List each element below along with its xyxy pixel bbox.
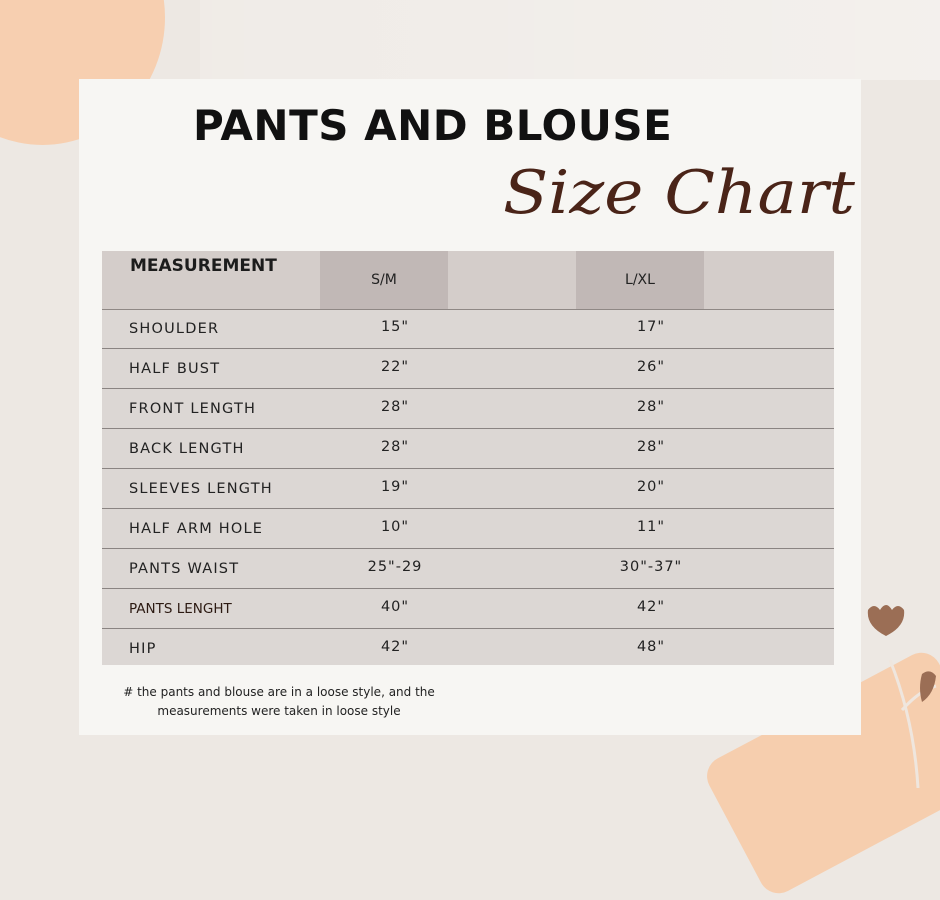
row-value-lxl: 42" <box>636 599 666 615</box>
table-row <box>102 389 834 429</box>
row-value-sm: 40" <box>380 599 410 615</box>
size-chart-card <box>79 79 861 735</box>
row-label: SLEEVES LENGTH <box>129 481 273 497</box>
row-value-sm: 28" <box>380 399 410 415</box>
row-value-sm: 19" <box>380 479 410 495</box>
row-label: FRONT LENGTH <box>129 401 257 417</box>
page-title: PANTS AND BLOUSE <box>193 101 673 150</box>
size-chart-script-heading <box>499 151 861 251</box>
row-value-lxl: 28" <box>636 399 666 415</box>
row-value-lxl: 20" <box>636 479 666 495</box>
footnote <box>109 683 449 721</box>
header-size-lxl: L/XL <box>625 272 655 288</box>
table-row <box>102 629 834 669</box>
row-label: PANTS LENGHT <box>129 601 232 617</box>
row-value-lxl: 28" <box>636 439 666 455</box>
row-label: HALF ARM HOLE <box>129 521 264 537</box>
row-value-sm: 42" <box>380 639 410 655</box>
row-value-lxl: 30"-37" <box>619 559 683 575</box>
row-value-sm: 28" <box>380 439 410 455</box>
soft-light-decoration <box>200 0 940 80</box>
header-size-sm: S/M <box>371 272 397 288</box>
row-value-sm: 22" <box>380 359 410 375</box>
row-value-lxl: 26" <box>636 359 666 375</box>
header-measurement: MEASUREMENT <box>130 256 277 276</box>
table-row <box>102 589 834 629</box>
table-row <box>102 469 834 509</box>
row-label: HALF BUST <box>129 361 221 377</box>
row-value-sm: 15" <box>380 319 410 335</box>
row-label: BACK LENGTH <box>129 441 245 457</box>
table-row <box>102 349 834 389</box>
svg-text:Size Chart: Size Chart <box>503 158 856 228</box>
row-value-sm: 10" <box>380 519 410 535</box>
table-row <box>102 429 834 469</box>
table-row <box>102 509 834 549</box>
footnote-line-2: measurements were taken in loose style <box>157 704 401 718</box>
table-row <box>102 549 834 589</box>
row-label: SHOULDER <box>129 321 220 337</box>
row-value-lxl: 48" <box>636 639 666 655</box>
row-value-lxl: 17" <box>636 319 666 335</box>
row-value-lxl: 11" <box>636 519 666 535</box>
footnote-line-1: # the pants and blouse are in a loose style, and the <box>123 685 435 699</box>
row-value-sm: 25"-29 <box>367 559 423 575</box>
row-label: PANTS WAIST <box>129 561 240 577</box>
row-label: HIP <box>129 641 157 657</box>
table-row <box>102 309 834 349</box>
